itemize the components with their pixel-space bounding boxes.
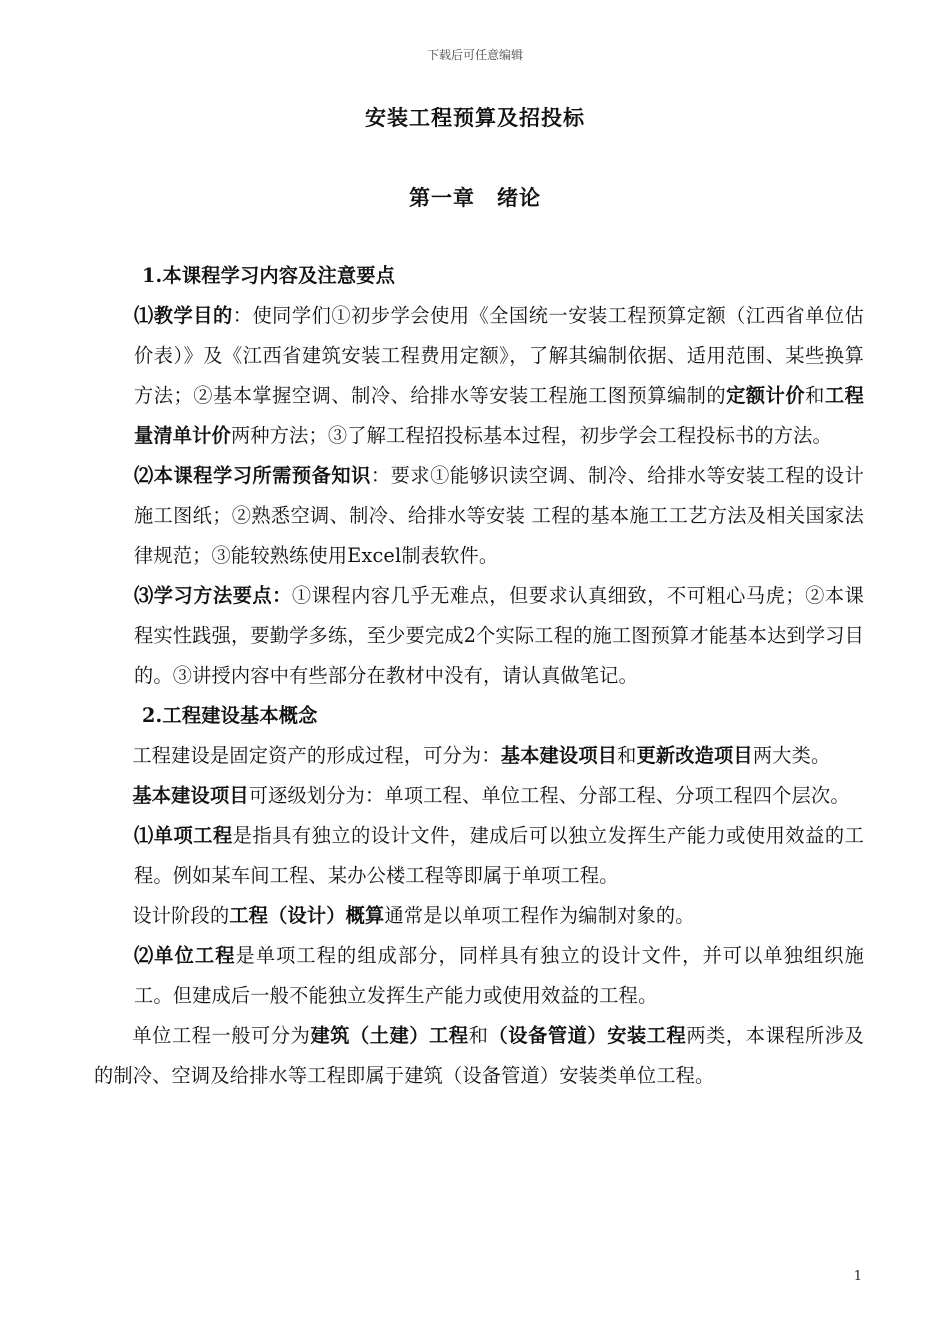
- document-title: 安装工程预算及招投标: [365, 105, 585, 130]
- paragraph-text: 两大类。: [752, 744, 831, 767]
- bold-term: 建筑（土建）工程: [310, 1024, 469, 1047]
- section-heading-2: 2.工程建设基本概念: [142, 704, 318, 727]
- paragraph-text: 设计阶段的: [132, 904, 230, 927]
- paragraph-text: ：要求①能够识读空调、制冷、给排水等安装工程的设计施工图纸；②熟悉空调、制冷、给排水等安装 工程的基本施工工艺方法及相关国家法律规范；③能较熟练使用Excel制表软件。: [134, 464, 864, 567]
- bold-term: ⑵单位工程: [134, 944, 236, 967]
- section-heading-1: 1.本课程学习内容及注意要点: [142, 264, 396, 287]
- paragraph-text: ：使同学们①初步学会使用《全国统一安装工程预算定额（江西省单位估价表）》及《江西省建筑安装工程费用定额》，了解其编制依据、适用范围、某些换算方法；②基本掌握空调、制冷、给排水等安装工程施工图预算编制的: [134, 304, 864, 407]
- paragraph-text: 通常是以单项工程作为编制对象的。: [384, 904, 695, 927]
- bold-term: 基本建设项目: [500, 744, 618, 767]
- bold-term: 基本建设项目: [132, 784, 249, 807]
- paragraph-design-estimate: [94, 896, 864, 936]
- paragraph-text: 工程建设是固定资产的形成过程，可分为：: [132, 744, 501, 767]
- document-body: [94, 256, 864, 1096]
- paragraph-text: 两种方法；③了解工程招投标基本过程，初步学会工程投标书的方法。: [230, 424, 832, 447]
- paragraph-construction-definition: [94, 736, 864, 776]
- paragraph-single-project: [94, 816, 864, 896]
- paragraph-prerequisites: [94, 456, 864, 576]
- bold-term: 定额计价: [726, 384, 806, 407]
- bold-term: 工程量清单计价: [134, 384, 865, 447]
- chapter-title: 第一章 绪论: [409, 185, 541, 210]
- bold-term: （设备管道）安装工程: [488, 1024, 687, 1047]
- paragraph-text: 两类，本课程所涉及的制冷、空调及给排水等工程即属于建筑（设备管道）安装类单位工程。: [94, 1024, 864, 1087]
- paragraph-text: 单位工程一般可分为: [132, 1024, 311, 1047]
- paragraph-text: 和: [805, 384, 825, 407]
- page-number: 1: [853, 1269, 862, 1284]
- paragraph-project-levels: [94, 776, 864, 816]
- paragraph-text: 和: [617, 744, 637, 767]
- paragraph-text: 是指具有独立的设计文件，建成后可以独立发挥生产能力或使用效益的工程。例如某车间工程、某办公楼工程等即属于单项工程。: [134, 824, 864, 887]
- bold-term: 工程（设计）概算: [229, 904, 385, 927]
- paragraph-text: ①课程内容几乎无难点，但要求认真细致，不可粗心马虎；②本课程实性践强，要勤学多练，至少要完成2个实际工程的施工图预算才能基本达到学习目的。③讲授内容中有些部分在教材中没有，请认真做笔记。: [134, 584, 864, 687]
- paragraph-teaching-goal: [94, 296, 864, 456]
- paragraph-label: ⑵本课程学习所需预备知识: [134, 464, 371, 487]
- paragraph-label: ⑴教学目的: [134, 304, 233, 327]
- paragraph-study-method: [94, 576, 864, 696]
- paragraph-unit-project-types: [94, 1016, 864, 1096]
- paragraph-text: 是单项工程的组成部分，同样具有独立的设计文件，并可以单独组织施工。但建成后一般不能独立发挥生产能力或使用效益的工程。: [134, 944, 864, 1007]
- paragraph-unit-project: [94, 936, 864, 1016]
- bold-term: 更新改造项目: [636, 744, 753, 767]
- paragraph-text: 和: [468, 1024, 489, 1047]
- bold-term: ⑴单项工程: [134, 824, 233, 847]
- header-note: 下载后可任意编辑: [426, 48, 523, 62]
- paragraph-label: ⑶学习方法要点：: [134, 584, 292, 607]
- paragraph-text: 可逐级划分为：单项工程、单位工程、分部工程、分项工程四个层次。: [248, 784, 850, 807]
